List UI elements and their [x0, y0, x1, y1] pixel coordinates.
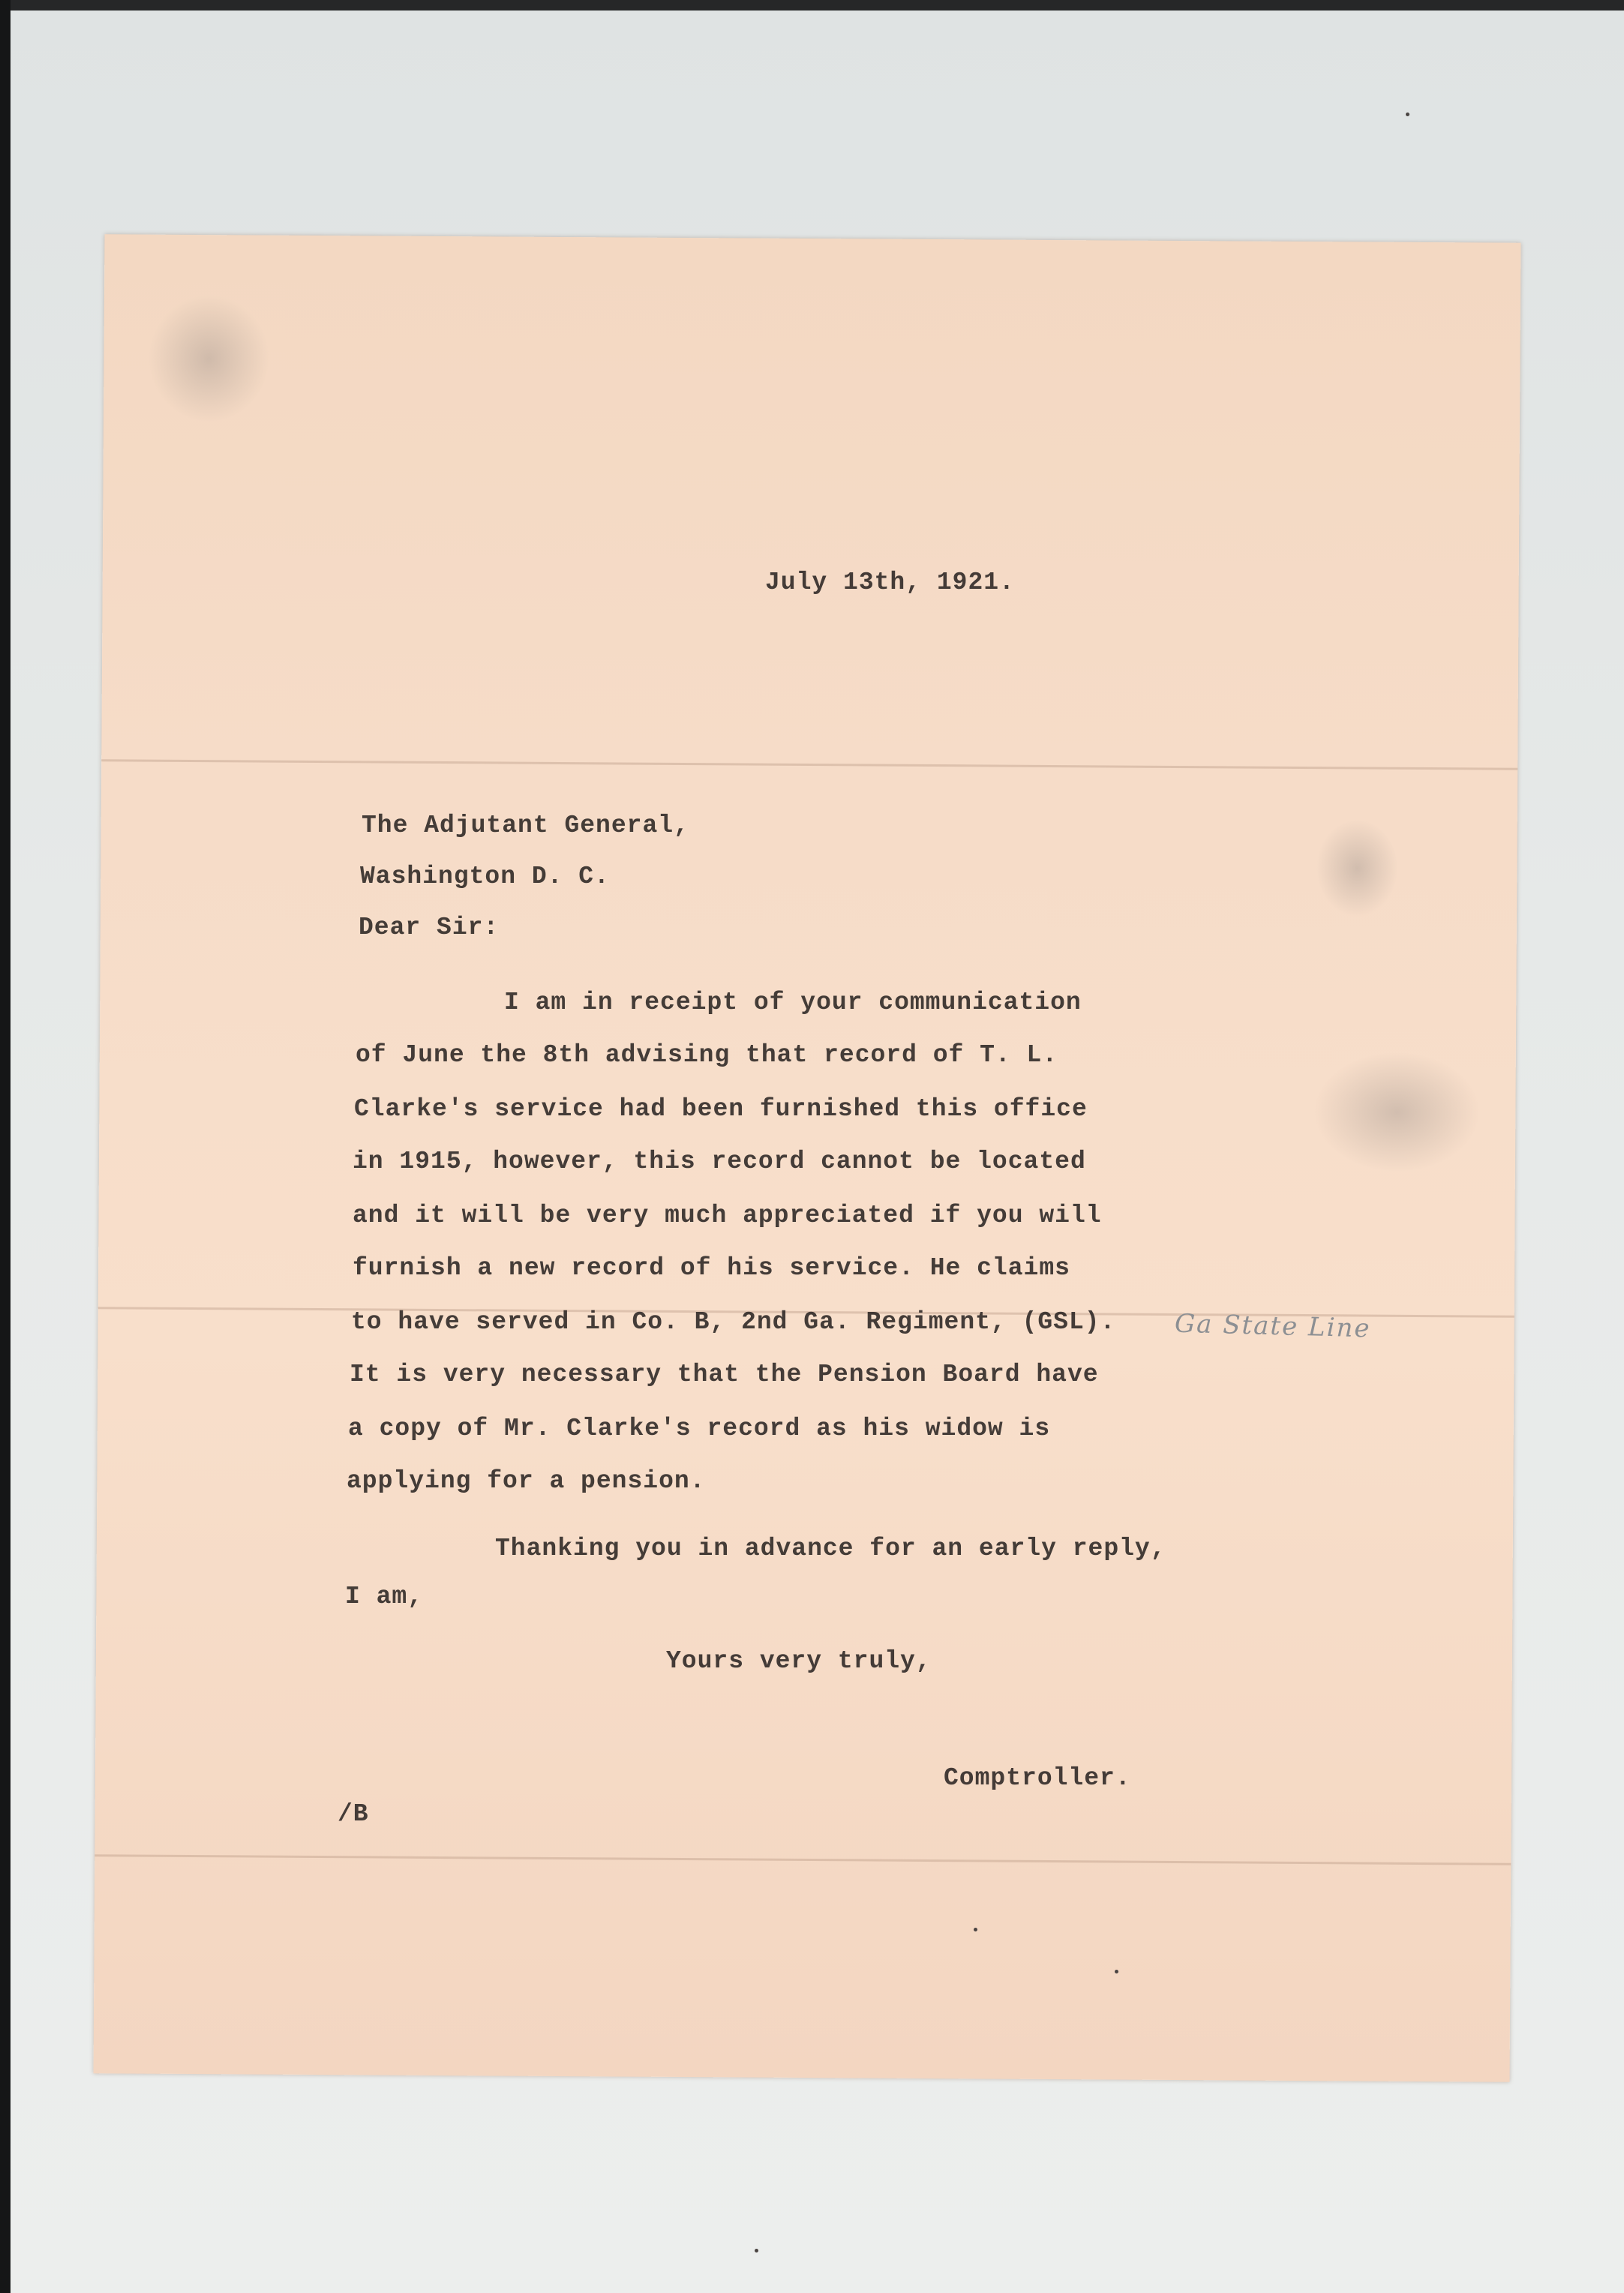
fold-line [101, 759, 1517, 770]
body-line: I am, [345, 1583, 424, 1610]
body-line: of June the 8th advising that record of T. L. [356, 1041, 1058, 1069]
speck [1115, 1970, 1118, 1973]
body-line: furnish a new record of his service. He claims [353, 1254, 1070, 1282]
recipient-line: The Adjutant General, [362, 812, 689, 839]
body-line: It is very necessary that the Pension Board have [350, 1361, 1099, 1388]
speck [974, 1928, 977, 1931]
body-line: Clarke's service had been furnished this office [354, 1095, 1088, 1123]
fold-line [95, 1854, 1511, 1865]
body-line: Thanking you in advance for an early reply, [495, 1535, 1166, 1562]
scanner-top-edge [0, 0, 1624, 11]
recipient-line: Washington D. C. [360, 863, 610, 890]
body-line: and it will be very much appreciated if you will [353, 1202, 1102, 1229]
body-line: applying for a pension. [347, 1467, 706, 1495]
speck [755, 2249, 758, 2252]
body-line: to have served in Co. B, 2nd Ga. Regiment, (GSL). [351, 1308, 1116, 1336]
complimentary-close: Yours very truly, [666, 1647, 932, 1675]
scanner-left-edge [0, 0, 11, 2293]
letter-date: July 13th, 1921. [765, 569, 1015, 596]
body-line: in 1915, however, this record cannot be located [353, 1148, 1086, 1175]
salutation: Dear Sir: [359, 914, 500, 941]
stain [1314, 1052, 1480, 1172]
speck [1406, 113, 1409, 116]
stain [1316, 819, 1399, 917]
signature-title: Comptroller. [944, 1764, 1131, 1792]
handwritten-annotation: Ga State Line [1174, 1308, 1372, 1344]
body-line: I am in receipt of your communication [504, 989, 1082, 1016]
typist-initials: /B [338, 1800, 369, 1828]
body-line: a copy of Mr. Clarke's record as his widow is [348, 1415, 1051, 1442]
stain [149, 295, 269, 423]
